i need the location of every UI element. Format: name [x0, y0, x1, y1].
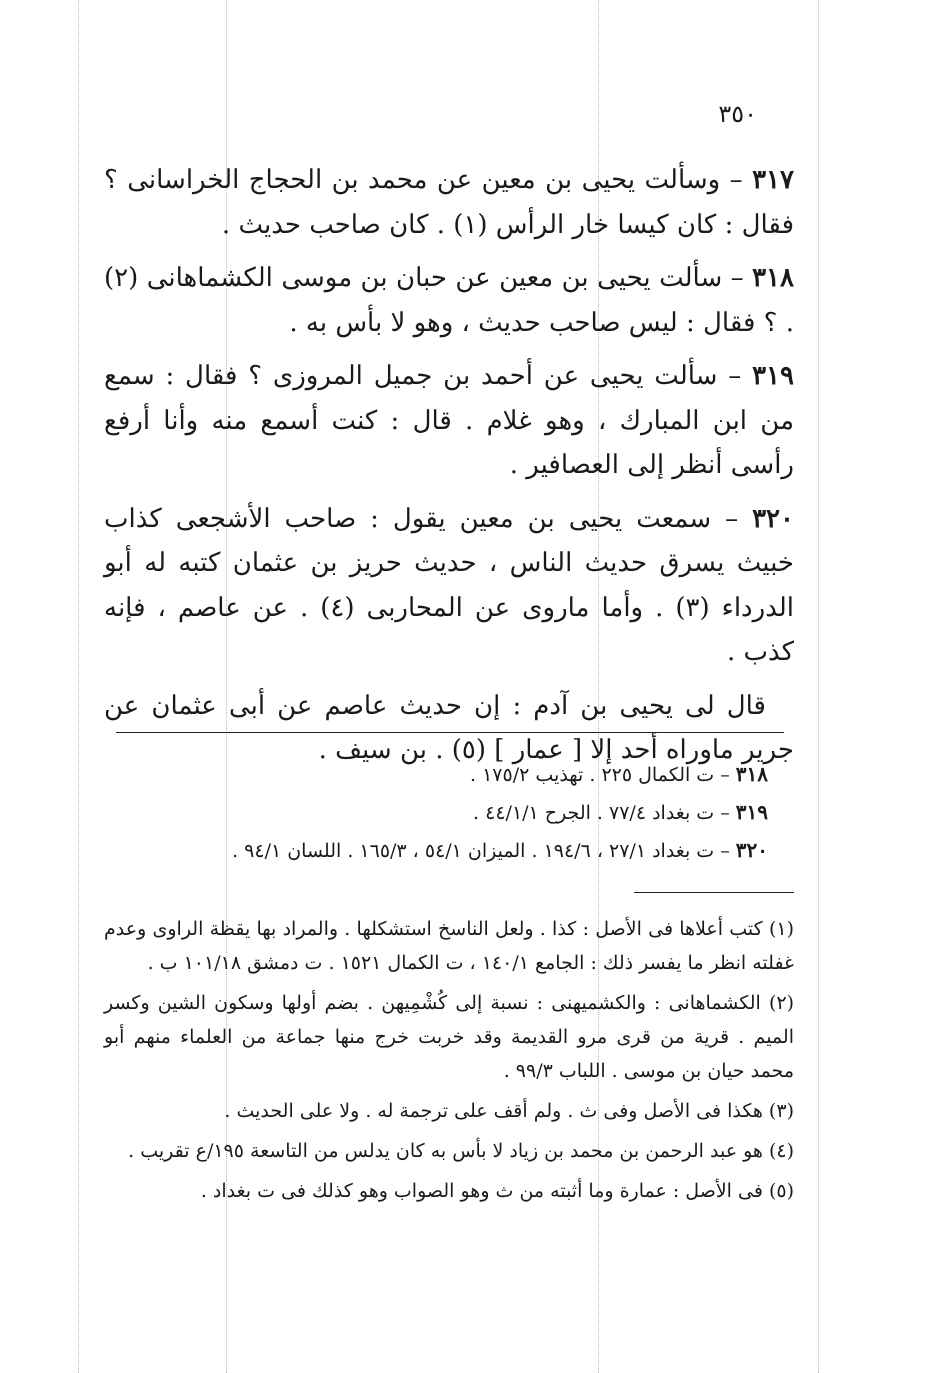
source-text: – ت الكمال ٢٢٥ . تهذيب ١٧٥/٢ .: [470, 764, 736, 786]
source-references: [100, 756, 768, 870]
entry-318: [104, 256, 794, 345]
entry-text: – وسألت يحيى بن معين عن محمد بن الحجاج الخراسانى ؟ فقال : كان كيسا خار الرأس (١) . كان صاحب حديث .: [104, 165, 794, 240]
source-number: ٣١٨: [735, 762, 768, 786]
entry-number: ٣١٧: [752, 165, 794, 195]
source-line: [100, 756, 768, 794]
entry-320: [104, 497, 794, 675]
footnote: (٤) هو عبد الرحمن بن محمد بن زياد لا بأس به كان يدلس من التاسعة ١٩٥/ع تقريب .: [128, 1140, 794, 1162]
source-line: [100, 794, 768, 832]
entry-text: – سمعت يحيى بن معين يقول : صاحب الأشجعى كذاب خبيث يسرق حديث الناس ، حديث حريز بن عثمان كتبه له أبو الدرداء (٣) . وأما ماروى عن المحاربى (٤) . عن عاصم ، فإنه كذب .: [104, 503, 794, 667]
source-line: [100, 832, 768, 870]
footnote: (١) كتب أعلاها فى الأصل : كذا . ولعل الناسخ استشكلها . والمراد بها يقظة الراوى وعدم غفلته انظر ما يفسر ذلك : الجامع ١٤٠/١ ، ت الكمال ١٥٢١ . ت دمشق ١٠١/١٨ ب .: [104, 918, 794, 974]
entry-text: – سألت يحيى بن معين عن حبان بن موسى الكشماهانى (٢) . ؟ فقال : ليس صاحب حديث ، وهو لا بأس به .: [104, 263, 794, 338]
entry-317: [104, 158, 794, 247]
source-text: – ت بغداد ٧٧/٤ . الجرح ٤٤/١/١ .: [473, 802, 736, 824]
main-text: [104, 158, 794, 782]
separator-rule: [116, 732, 784, 733]
footnote: (٣) هكذا فى الأصل وفى ث . ولم أقف على ترجمة له . ولا على الحديث .: [224, 1100, 794, 1122]
entry-320-continuation: قال لى يحيى بن آدم : إن حديث عاصم عن أبى عثمان عن جرير ماوراه أحد إلا [ عمار ] (٥) . بن سيف .: [104, 690, 794, 765]
page-number: ٣٥٠: [718, 100, 757, 128]
footnote: (٥) فى الأصل : عمارة وما أثبته من ث وهو الصواب وهو كذلك فى ت بغداد .: [200, 1180, 794, 1202]
source-number: ٣١٩: [735, 800, 768, 824]
entry-number: ٣١٨: [752, 263, 794, 293]
source-text: – ت بغداد ٢٧/١ ، ١٩٤/٦ . الميزان ٥٤/١ ، ١٦٥/٣ . اللسان ٩٤/١ .: [232, 840, 736, 862]
entry-text: – سألت يحيى عن أحمد بن جميل المروزى ؟ فقال : سمع من ابن المبارك ، وهو غلام . قال : كنت أسمع منه وأنا أرفع رأسى أنظر إلى العصافير .: [104, 361, 794, 480]
scan-line: [78, 0, 79, 1373]
scan-line: [818, 0, 819, 1373]
source-number: ٣٢٠: [735, 838, 768, 862]
entry-number: ٣١٩: [752, 361, 794, 391]
entry-319: [104, 354, 794, 488]
footnote-rule: [634, 892, 794, 893]
footnote: (٢) الكشماهانى : والكشميهنى : نسبة إلى كُشْمِيهن . بضم أولها وسكون الشين وكسر الميم . قرية من قرى مرو القديمة وقد خربت خرج منها جماعة من العلماء منهم أبو محمد حيان بن موسى . اللباب ٩٩/٣ .: [104, 992, 794, 1082]
footnotes: [104, 912, 794, 1214]
entry-number: ٣٢٠: [752, 503, 794, 534]
